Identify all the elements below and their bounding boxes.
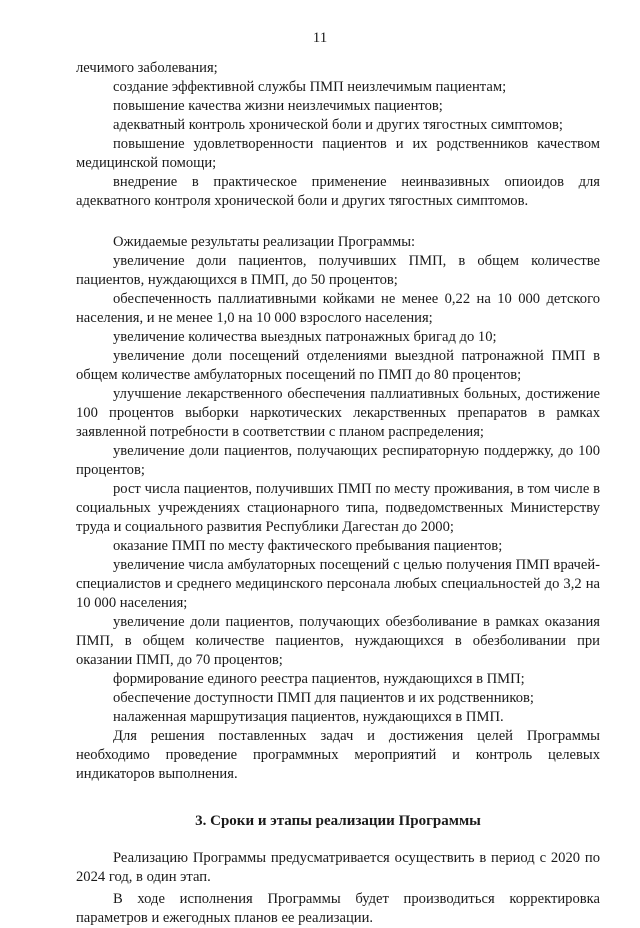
blank-line — [76, 211, 600, 230]
document-body — [76, 59, 600, 928]
list-item: адекватный контроль хронической боли и других тягостных симптомов; — [113, 117, 563, 133]
list-item: повышение качества жизни неизлечимых пациентов; — [113, 98, 443, 114]
list-item: увеличение доли пациентов, получающих респираторную поддержку, до 100 процентов; — [76, 443, 600, 478]
list-item: увеличение доли пациентов, получающих обезболивание в рамках оказания ПМП, в общем количестве пациентов, нуждающихся в обезболивании при оказании ПМП, до 70 процентов; — [76, 614, 600, 668]
section-heading: 3. Сроки и этапы реализации Программы — [195, 813, 481, 829]
list-item: обеспеченность паллиативными койками не менее 0,22 на 10 000 детского населения, и не менее 1,0 на 10 000 взрослого населения; — [76, 291, 600, 326]
paragraph: В ходе исполнения Программы будет производиться корректировка параметров и ежегодных планов ее реализации. — [76, 891, 600, 926]
list-item: повышение удовлетворенности пациентов и их родственников качеством медицинской помощи; — [76, 136, 600, 171]
list-item: обеспечение доступности ПМП для пациентов и их родственников; — [113, 690, 534, 706]
list-item: создание эффективной службы ПМП неизлечимым пациентам; — [113, 79, 507, 95]
list-item: рост числа пациентов, получивших ПМП по месту проживания, в том числе в социальных учреждениях стационарного типа, подведомственных Министерству труда и социального развития Республики Дагестан до 2000; — [76, 481, 600, 535]
paragraph: Для решения поставленных задач и достижения целей Программы необходимо проведение программных мероприятий и контроль целевых индикаторов выполнения. — [76, 728, 600, 782]
page-number: 11 — [312, 30, 328, 46]
paragraph: лечимого заболевания; — [76, 60, 218, 76]
list-item: оказание ПМП по месту фактического пребывания пациентов; — [113, 538, 503, 554]
list-item: налаженная маршрутизация пациентов, нуждающихся в ПМП. — [113, 709, 504, 725]
list-item: внедрение в практическое применение неинвазивных опиоидов для адекватного контроля хронической боли и других тягостных симптомов. — [76, 174, 600, 209]
results-intro: Ожидаемые результаты реализации Программы: — [113, 234, 416, 250]
list-item: увеличение доли пациентов, получивших ПМП, в общем количестве пациентов, нуждающихся в ПМП, до 50 процентов; — [76, 253, 600, 288]
list-item: улучшение лекарственного обеспечения паллиативных больных, достижение 100 процентов выборки наркотических лекарственных препаратов в рамках заявленной потребности в соответствии с планом распределения; — [76, 386, 600, 440]
list-item: увеличение количества выездных патронажных бригад до 10; — [113, 329, 497, 345]
paragraph: Реализацию Программы предусматривается осуществить в период с 2020 по 2024 год, в один этап. — [76, 850, 600, 885]
list-item: формирование единого реестра пациентов, нуждающихся в ПМП; — [113, 671, 525, 687]
list-item: увеличение доли посещений отделениями выездной патронажной ПМП в общем количестве амбулаторных посещений по ПМП до 80 процентов; — [76, 348, 600, 383]
list-item: увеличение числа амбулаторных посещений с целью получения ПМП врачей-специалистов и среднего медицинского персонала любых специальностей до 3,2 на 10 000 населения; — [76, 557, 600, 611]
